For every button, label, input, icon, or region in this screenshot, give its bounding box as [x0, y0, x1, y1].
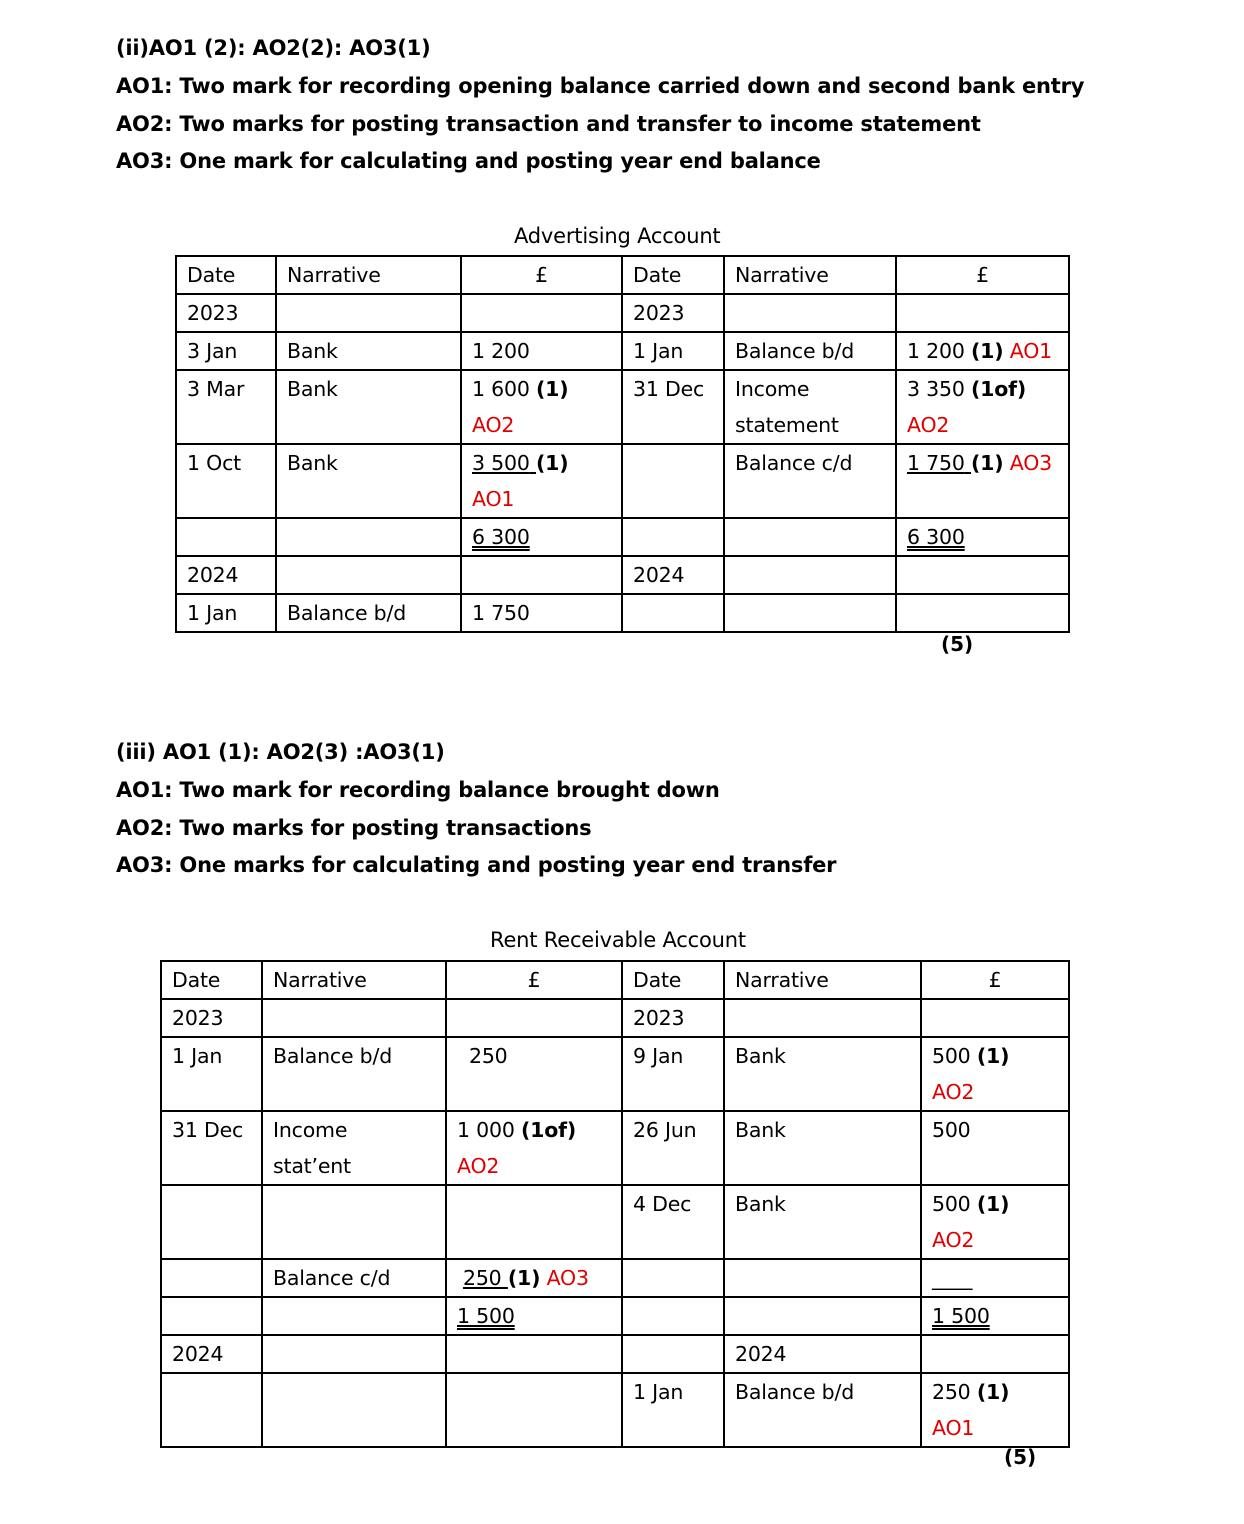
cell-amount-right: [921, 999, 1069, 1037]
advertising-account-title: Advertising Account: [514, 224, 721, 248]
mark-value: (1): [507, 1266, 541, 1290]
cell-narrative: [262, 1111, 446, 1185]
section-ii-total-marks: (5): [941, 632, 974, 656]
table-row: [176, 256, 1069, 294]
cell-narrative: Bank: [276, 332, 461, 370]
narrative-line-2: stat’ent: [273, 1154, 351, 1178]
cell-amount: 1 200: [461, 332, 622, 370]
cell-narrative: [262, 1373, 446, 1447]
section-iii-ao1-line: AO1: Two mark for recording balance brought down: [116, 778, 720, 802]
cell-date: 2024: [161, 1335, 262, 1373]
cell-narrative: [262, 1297, 446, 1335]
amount-value: 3 500: [472, 451, 530, 475]
amount-value: 500: [932, 1192, 971, 1216]
cell-date-right: [622, 594, 724, 632]
header-narrative: Narrative: [262, 961, 446, 999]
cell-narrative: Balance c/d: [262, 1259, 446, 1297]
cell-amount: 1 750: [461, 594, 622, 632]
cell-narrative-right: 2024: [724, 1335, 921, 1373]
cell-amount-right: 500: [921, 1111, 1069, 1185]
mark-value: (1): [976, 1192, 1010, 1216]
cell-date: 2023: [176, 294, 276, 332]
table-row: [161, 1335, 1069, 1373]
cell-date: [161, 1297, 262, 1335]
ao-tag: AO1: [472, 487, 515, 511]
table-row: [161, 1185, 1069, 1259]
cell-date-right: [622, 1297, 724, 1335]
ao-tag: AO3: [546, 1266, 589, 1290]
cell-narrative-right: Bank: [724, 1185, 921, 1259]
mark-value: (1): [971, 451, 1004, 475]
cell-date-right: 1 Jan: [622, 332, 724, 370]
table-row: [161, 1373, 1069, 1447]
header-date-right: Date: [622, 256, 724, 294]
cell-amount: 250: [446, 1037, 622, 1111]
cell-amount: [461, 370, 622, 444]
amount-value: 1 200: [907, 339, 965, 363]
cell-narrative: [276, 294, 461, 332]
cell-narrative: Balance b/d: [262, 1037, 446, 1111]
mark-value: (1): [536, 377, 569, 401]
cell-date: 2024: [176, 556, 276, 594]
mark-value: (1): [976, 1380, 1010, 1404]
cell-amount-right: [896, 294, 1069, 332]
cell-amount: [446, 999, 622, 1037]
table-row: [161, 1037, 1069, 1111]
total-value: 1 500: [932, 1304, 990, 1328]
cell-date: 31 Dec: [161, 1111, 262, 1185]
narrative-line-2: statement: [735, 413, 839, 437]
cell-narrative: [262, 1185, 446, 1259]
cell-amount: [461, 556, 622, 594]
total-value: 6 300: [907, 525, 965, 549]
table-row: [176, 332, 1069, 370]
cell-amount-right: [896, 332, 1069, 370]
amount-value: 1 600: [472, 377, 530, 401]
cell-date: [161, 1373, 262, 1447]
header-narrative-right: Narrative: [724, 961, 921, 999]
table-row: [176, 370, 1069, 444]
total-value: 6 300: [472, 525, 530, 549]
cell-narrative-right: [724, 294, 896, 332]
section-iii-ao2-line: AO2: Two marks for posting transactions: [116, 816, 592, 840]
cell-date-right: [622, 1335, 724, 1373]
header-amount: £: [461, 256, 622, 294]
cell-amount-right: [921, 1335, 1069, 1373]
cell-amount: [446, 1335, 622, 1373]
mark-value: (1): [976, 1044, 1010, 1068]
amount-value: 1 000: [457, 1118, 515, 1142]
header-date: Date: [176, 256, 276, 294]
mark-value: (1): [971, 339, 1004, 363]
table-row: [161, 1297, 1069, 1335]
table-row: [161, 1111, 1069, 1185]
cell-amount: [446, 1259, 622, 1297]
section-iii-total-marks: (5): [1004, 1445, 1037, 1469]
cell-amount-right: ____: [921, 1259, 1069, 1297]
header-narrative: Narrative: [276, 256, 461, 294]
cell-date: 3 Jan: [176, 332, 276, 370]
cell-amount-right: [896, 370, 1069, 444]
total-value: 1 500: [457, 1304, 515, 1328]
header-date-right: Date: [622, 961, 724, 999]
header-date: Date: [161, 961, 262, 999]
header-amount-right: £: [896, 256, 1069, 294]
table-row: [176, 556, 1069, 594]
narrative-line-1: Income: [735, 377, 810, 401]
table-row: [161, 1259, 1069, 1297]
cell-amount-right: [896, 518, 1069, 556]
cell-date: [176, 518, 276, 556]
cell-narrative-right: Balance b/d: [724, 332, 896, 370]
cell-narrative-right: [724, 1297, 921, 1335]
cell-amount-right: [896, 556, 1069, 594]
rent-receivable-account-table: [160, 960, 1070, 1448]
table-row: [176, 594, 1069, 632]
narrative-line-1: Income: [273, 1118, 348, 1142]
section-ii-ao3-line: AO3: One mark for calculating and posting year end balance: [116, 149, 821, 173]
cell-date-right: 2024: [622, 556, 724, 594]
header-narrative-right: Narrative: [724, 256, 896, 294]
rent-receivable-account-title: Rent Receivable Account: [490, 928, 746, 952]
section-ii-ao1-line: AO1: Two mark for recording opening balance carried down and second bank entry: [116, 74, 1085, 98]
cell-amount: [461, 518, 622, 556]
advertising-account-table: [175, 255, 1070, 633]
cell-amount: [446, 1111, 622, 1185]
amount-value: 500: [932, 1044, 971, 1068]
amount-value: 250: [463, 1266, 502, 1290]
cell-narrative: [262, 1335, 446, 1373]
cell-date-right: 2023: [622, 294, 724, 332]
cell-narrative: [262, 999, 446, 1037]
cell-narrative-right: [724, 999, 921, 1037]
ao-tag: AO2: [907, 413, 950, 437]
header-amount: £: [446, 961, 622, 999]
mark-value: (1of): [521, 1118, 577, 1142]
cell-date: 2023: [161, 999, 262, 1037]
cell-amount-right: [896, 594, 1069, 632]
cell-amount-right: [921, 1037, 1069, 1111]
table-row: [176, 294, 1069, 332]
cell-date-right: 31 Dec: [622, 370, 724, 444]
amount-value: 3 350: [907, 377, 965, 401]
cell-amount: [446, 1185, 622, 1259]
cell-narrative-right: [724, 518, 896, 556]
ao-tag: AO3: [1009, 451, 1052, 475]
cell-narrative-right: [724, 594, 896, 632]
ao-tag: AO1: [932, 1416, 975, 1440]
mark-value: (1): [536, 451, 569, 475]
table-row: [161, 999, 1069, 1037]
cell-narrative: Bank: [276, 444, 461, 518]
ao-tag: AO1: [1009, 339, 1052, 363]
cell-narrative: [276, 518, 461, 556]
cell-date: 1 Jan: [161, 1037, 262, 1111]
cell-date: 3 Mar: [176, 370, 276, 444]
mark-value: (1of): [971, 377, 1027, 401]
cell-date: [161, 1259, 262, 1297]
ao-tag: AO2: [932, 1228, 975, 1252]
table-row: [161, 961, 1069, 999]
cell-narrative: Bank: [276, 370, 461, 444]
cell-amount-right: [896, 444, 1069, 518]
ao-tag: AO2: [457, 1154, 500, 1178]
amount-value: 1 750: [907, 451, 965, 475]
cell-date: 1 Jan: [176, 594, 276, 632]
cell-narrative: Balance b/d: [276, 594, 461, 632]
cell-date-right: 1 Jan: [622, 1373, 724, 1447]
cell-amount-right: [921, 1297, 1069, 1335]
cell-narrative-right: Balance b/d: [724, 1373, 921, 1447]
table-row: [176, 518, 1069, 556]
cell-narrative: [276, 556, 461, 594]
cell-date: [161, 1185, 262, 1259]
cell-narrative-right: [724, 556, 896, 594]
cell-amount: [461, 444, 622, 518]
cell-date-right: [622, 1259, 724, 1297]
section-ii-ao2-line: AO2: Two marks for posting transaction and transfer to income statement: [116, 112, 981, 136]
cell-amount-right: [921, 1185, 1069, 1259]
cell-narrative-right: [724, 370, 896, 444]
amount-value: 250: [932, 1380, 971, 1404]
cell-amount-right: [921, 1373, 1069, 1447]
cell-date-right: 9 Jan: [622, 1037, 724, 1111]
table-row: [176, 444, 1069, 518]
cell-narrative-right: Bank: [724, 1037, 921, 1111]
ao-tag: AO2: [472, 413, 515, 437]
cell-date-right: [622, 444, 724, 518]
cell-date-right: [622, 518, 724, 556]
section-iii-ao3-line: AO3: One marks for calculating and posting year end transfer: [116, 853, 837, 877]
header-amount-right: £: [921, 961, 1069, 999]
cell-date-right: 4 Dec: [622, 1185, 724, 1259]
section-iii-heading: (iii) AO1 (1): AO2(3) :AO3(1): [116, 740, 445, 764]
cell-date: 1 Oct: [176, 444, 276, 518]
cell-narrative-right: [724, 1259, 921, 1297]
cell-amount: [461, 294, 622, 332]
cell-date-right: 26 Jun: [622, 1111, 724, 1185]
cell-amount: [446, 1373, 622, 1447]
cell-narrative-right: Balance c/d: [724, 444, 896, 518]
cell-narrative-right: Bank: [724, 1111, 921, 1185]
cell-amount: [446, 1297, 622, 1335]
cell-date-right: 2023: [622, 999, 724, 1037]
ao-tag: AO2: [932, 1080, 975, 1104]
section-ii-heading: (ii)AO1 (2): AO2(2): AO3(1): [116, 36, 431, 60]
